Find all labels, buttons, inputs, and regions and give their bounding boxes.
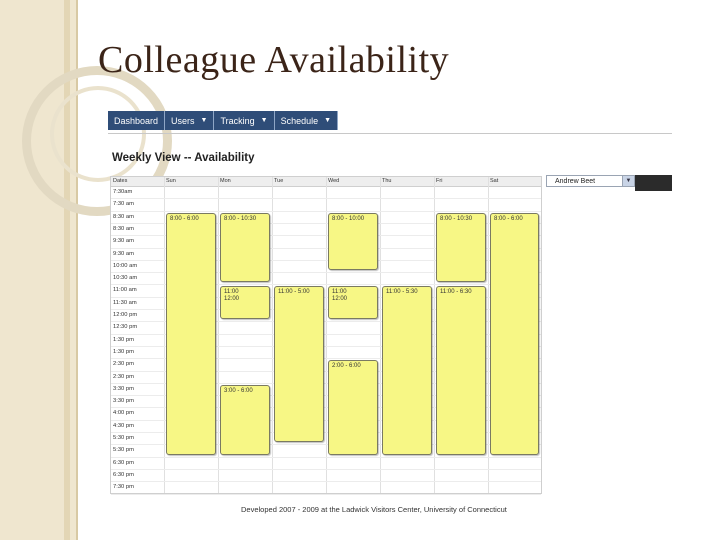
- availability-block[interactable]: [382, 286, 432, 454]
- row-divider: [111, 481, 541, 482]
- availability-block-label: 8:00 - 6:00: [494, 215, 523, 222]
- availability-block[interactable]: [220, 286, 270, 319]
- availability-block[interactable]: [490, 213, 539, 455]
- decorative-ring-inner: [50, 86, 146, 182]
- availability-block[interactable]: [274, 286, 324, 442]
- column-header-dates: Dates: [113, 178, 128, 184]
- nav-item-dashboard[interactable]: [108, 111, 165, 130]
- time-label: 6:30 pm: [113, 471, 134, 478]
- column-header-tue: Tue: [274, 178, 284, 184]
- availability-block-label: 11:00 - 5:00: [278, 289, 310, 296]
- chevron-down-icon: ▼: [200, 117, 208, 124]
- time-label: 3:30 pm: [113, 398, 134, 405]
- availability-block-label: 11:00 - 6:30: [440, 289, 472, 296]
- nav-divider: [108, 133, 672, 134]
- time-label: 8:30 am: [113, 213, 134, 220]
- time-label: 7:30 pm: [113, 484, 134, 491]
- nav-item-label: Dashboard: [114, 115, 159, 126]
- availability-block[interactable]: [220, 385, 270, 455]
- time-label: 12:00 pm: [113, 312, 138, 318]
- row-divider: [111, 198, 541, 199]
- availability-block[interactable]: [328, 213, 378, 271]
- column-header-sat: Sat: [490, 178, 499, 184]
- time-label: 11:30 am: [113, 299, 137, 306]
- time-label: 6:30 pm: [113, 459, 134, 466]
- availability-block[interactable]: [166, 213, 216, 455]
- selector-bar: [635, 175, 672, 191]
- user-select-value: Andrew Beet: [555, 177, 596, 185]
- column-divider: [434, 177, 435, 493]
- nav-item-label: Tracking: [220, 115, 255, 126]
- time-label: 9:30 am: [113, 238, 134, 245]
- nav-item-schedule[interactable]: [275, 111, 338, 130]
- nav-item-label: Users: [171, 115, 195, 126]
- time-label: 9:30 am: [113, 250, 134, 257]
- availability-block[interactable]: [328, 360, 378, 454]
- availability-block-label: 8:00 - 10:00: [332, 215, 365, 222]
- time-label: 3:30 pm: [113, 385, 134, 392]
- availability-block-label: 8:00 - 10:30: [224, 215, 257, 222]
- time-label: 5:30 pm: [113, 447, 134, 454]
- user-select[interactable]: [546, 175, 635, 187]
- column-header-mon: Mon: [220, 178, 231, 184]
- time-label: 5:30 pm: [113, 435, 134, 441]
- chevron-down-icon: ▼: [324, 117, 332, 124]
- row-divider: [111, 457, 541, 458]
- app-nav-bar: [108, 111, 338, 130]
- column-header-sun: Sun: [166, 178, 176, 184]
- time-label: 11:00 am: [113, 287, 137, 294]
- slide-title: Colleague Availability: [98, 39, 450, 81]
- time-label: 8:30 am: [113, 225, 134, 232]
- time-label: 7:30 am: [113, 201, 134, 208]
- time-label: 2:30 pm: [113, 361, 134, 368]
- availability-block-label: 11:00 - 5:30: [386, 289, 418, 296]
- time-label: 1:30 pm: [113, 348, 134, 355]
- nav-item-users[interactable]: [165, 111, 214, 130]
- nav-item-label: Schedule: [280, 115, 319, 126]
- chevron-down-icon[interactable]: ▼: [622, 176, 634, 186]
- column-header-thu: Thu: [382, 178, 392, 184]
- availability-block[interactable]: [436, 286, 486, 454]
- availability-block[interactable]: [220, 213, 270, 283]
- column-header-fri: Fri: [436, 178, 443, 184]
- availability-block-label: 8:00 - 6:00: [170, 215, 199, 222]
- footer-credit: Developed 2007 - 2009 at the Ladwick Visitors Center, University of Connecticut: [241, 505, 507, 514]
- time-label: 7:30am: [113, 189, 133, 195]
- time-label: 10:30 am: [113, 275, 138, 282]
- column-divider: [326, 177, 327, 493]
- time-label: 10:00 am: [113, 262, 138, 269]
- row-divider: [111, 211, 541, 212]
- column-divider: [164, 177, 165, 493]
- column-divider: [488, 177, 489, 493]
- chevron-down-icon: ▼: [260, 117, 268, 124]
- availability-block[interactable]: [436, 213, 486, 283]
- availability-block[interactable]: [328, 286, 378, 319]
- column-divider: [218, 177, 219, 493]
- column-header-wed: Wed: [328, 178, 340, 184]
- time-label: 4:30 pm: [113, 422, 134, 429]
- availability-calendar: [110, 176, 542, 494]
- availability-block-label: 8:00 - 10:30: [440, 215, 473, 222]
- column-divider: [272, 177, 273, 493]
- time-label: 12:30 pm: [113, 324, 138, 331]
- availability-block-label: 11:00 12:00: [224, 289, 240, 303]
- column-divider: [380, 177, 381, 493]
- availability-block-label: 2:00 - 6:00: [332, 363, 361, 370]
- time-label: 4:00 pm: [113, 410, 134, 417]
- time-label: 1:30 pm: [113, 336, 134, 343]
- row-divider: [111, 469, 541, 470]
- nav-item-tracking[interactable]: [214, 111, 274, 130]
- row-divider: [111, 494, 541, 495]
- time-label: 2:30 pm: [113, 373, 134, 380]
- view-title: Weekly View -- Availability: [112, 152, 255, 164]
- availability-block-label: 3:00 - 6:00: [224, 387, 253, 394]
- availability-block-label: 11:00 12:00: [332, 289, 348, 303]
